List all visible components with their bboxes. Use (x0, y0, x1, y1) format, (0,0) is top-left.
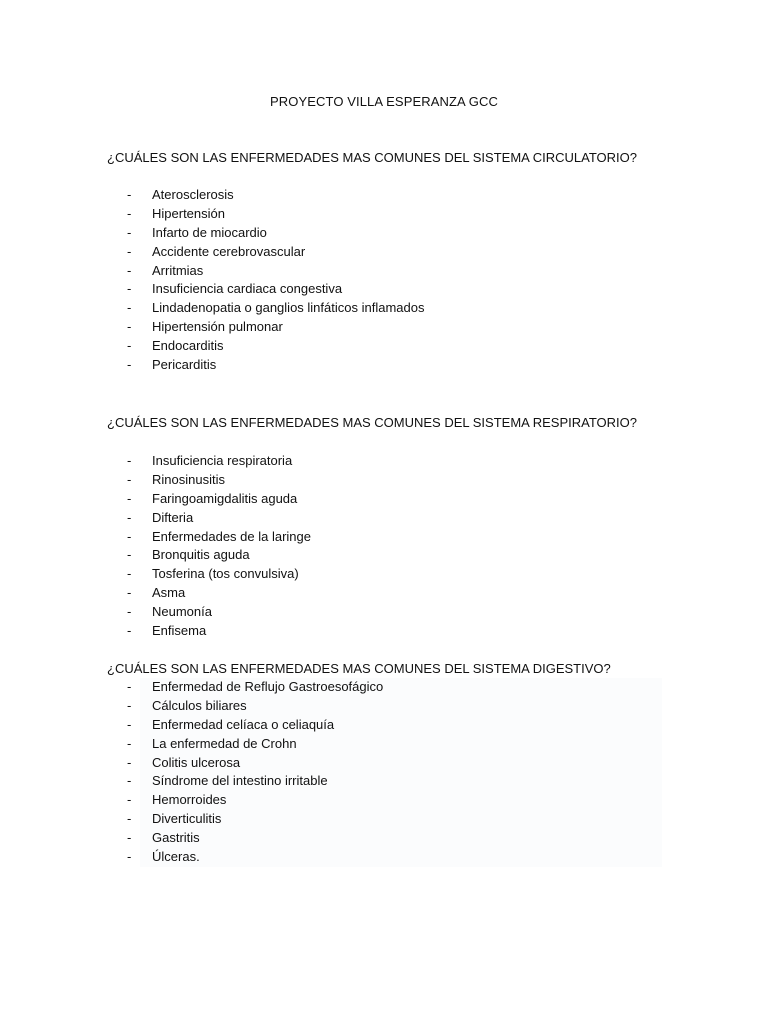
list-item-text: Síndrome del intestino irritable (152, 773, 328, 789)
bullet-dash: - (127, 471, 132, 487)
list-item-text: Hipertensión pulmonar (152, 319, 283, 335)
bullet-dash: - (127, 735, 132, 751)
list-item-text: Enfermedad de Reflujo Gastroesofágico (152, 679, 384, 694)
bullet-dash: - (127, 697, 132, 713)
question-heading-respiratory: ¿CUÁLES SON LAS ENFERMEDADES MAS COMUNES DEL SISTEMA RESPIRATORIO? (107, 415, 637, 430)
list-item-text: Endocarditis (152, 338, 224, 354)
bullet-dash: - (127, 281, 132, 297)
list-item-text: Úlceras. (152, 849, 200, 865)
list-item-text: Cálculos biliares (152, 697, 247, 713)
list-item-text: Faringoamigdalitis aguda (152, 490, 298, 506)
list-item-text: Arritmias (152, 262, 204, 278)
list-item-text: Bronquitis aguda (152, 547, 250, 563)
bullet-dash: - (127, 490, 132, 506)
bullet-dash: - (127, 262, 132, 278)
bullet-dash: - (127, 453, 132, 468)
list-item-text: Tosferina (tos convulsiva) (152, 566, 299, 582)
bullet-dash: - (127, 604, 132, 620)
bullet-dash: - (127, 849, 132, 865)
list-item-text: Neumonía (152, 604, 212, 620)
bullet-dash: - (127, 509, 132, 525)
bullet-dash: - (127, 792, 132, 808)
list-item-text: Infarto de miocardio (152, 224, 267, 240)
list-item-text: Colitis ulcerosa (152, 754, 241, 770)
bullet-dash: - (127, 566, 132, 582)
question-heading-circulatory: ¿CUÁLES SON LAS ENFERMEDADES MAS COMUNES DEL SISTEMA CIRCULATORIO? (107, 150, 637, 165)
list-item-text: Gastritis (152, 830, 200, 846)
list-item-text: Hemorroides (152, 792, 227, 808)
bullet-dash: - (127, 338, 132, 354)
list-item-text: Rinosinusitis (152, 471, 225, 487)
list-item-text: Insuficiencia respiratoria (152, 453, 293, 468)
list-item-text: Aterosclerosis (152, 187, 234, 202)
bullet-dash: - (127, 300, 132, 316)
bullet-dash: - (127, 205, 132, 221)
list-item-text: La enfermedad de Crohn (152, 735, 297, 751)
list-item-text: Difteria (152, 509, 194, 525)
list-item-text: Enfisema (152, 623, 207, 639)
bullet-dash: - (127, 319, 132, 335)
list-item-text: Insuficiencia cardiaca congestiva (152, 281, 343, 297)
bullet-dash: - (127, 679, 132, 694)
document-title: PROYECTO VILLA ESPERANZA GCC (270, 94, 498, 109)
list-item-text: Accidente cerebrovascular (152, 243, 306, 259)
list-item-text: Enfermedades de la laringe (152, 528, 311, 544)
bullet-dash: - (127, 187, 132, 202)
bullet-dash: - (127, 585, 132, 601)
list-item-text: Lindadenopatia o ganglios linfáticos inflamados (152, 300, 425, 316)
bullet-dash: - (127, 811, 132, 827)
bullet-dash: - (127, 547, 132, 563)
bullet-dash: - (127, 754, 132, 770)
bullet-dash: - (127, 830, 132, 846)
bullet-dash: - (127, 224, 132, 240)
list-item-text: Asma (152, 585, 186, 601)
bullet-dash: - (127, 716, 132, 732)
bullet-dash: - (127, 357, 132, 373)
list-item-text: Pericarditis (152, 357, 217, 373)
bullet-dash: - (127, 773, 132, 789)
bullet-dash: - (127, 623, 132, 639)
bullet-dash: - (127, 243, 132, 259)
question-heading-digestive: ¿CUÁLES SON LAS ENFERMEDADES MAS COMUNES DEL SISTEMA DIGESTIVO? (107, 661, 611, 676)
list-item-text: Diverticulitis (152, 811, 222, 827)
bullet-dash: - (127, 528, 132, 544)
list-item-text: Enfermedad celíaca o celiaquía (152, 716, 335, 732)
list-item-text: Hipertensión (152, 205, 225, 221)
